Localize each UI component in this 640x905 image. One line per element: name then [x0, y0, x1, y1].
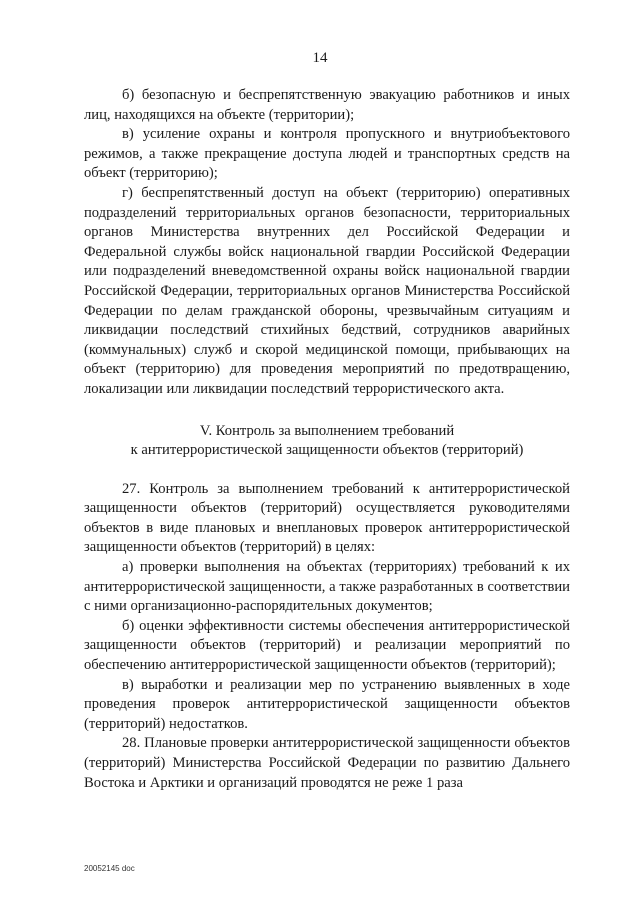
document-body [84, 86, 570, 793]
footer-file-label: 20052145 doc [84, 864, 135, 873]
paragraph-b-evacuation: б) безопасную и беспрепятственную эвакуацию работников и иных лиц, находящихся на объекте (территории); [84, 87, 570, 123]
paragraph-g-access: г) беспрепятственный доступ на объект (территорию) оперативных подразделений территориальных органов безопасности, территориальных органов Министерства внутренних дел Российской Федерации и Федеральной службы войск национальной гвардии Российской Федерации или подразделений вневедомственной охраны войск национальной гвардии Российской Федерации, территориальных органов Министерства Российской Федерации по делам гражданской обороны, чрезвычайным ситуациям и ликвидации последствий стихийных бедствий, сотрудников аварийных (коммунальных) служб и скорой медицинской помощи, прибывающих на объект (территорию) для проведения мероприятий по предотвращению, локализации или ликвидации последствий террористического акта. [84, 184, 570, 397]
paragraph-27-v: в) выработки и реализации мер по устранению выявленных в ходе проведения проверок антитеррористической защищенности объектов (территорий) недостатков. [84, 676, 570, 732]
paragraph-v-security: в) усиление охраны и контроля пропускного и внутриобъектового режимов, а также прекращение доступа людей и транспортных средств на объект (территорию); [84, 126, 570, 182]
section-heading-line-1: V. Контроль за выполнением требований [199, 422, 455, 439]
paragraph-27-b: б) оценки эффективности системы обеспечения антитеррористической защищенности объектов (территорий) и реализации мероприятий по обеспечению антитеррористической защищенности объектов (территорий); [84, 617, 570, 674]
section-heading [84, 422, 570, 461]
section-heading-line-2: к антитеррористической защищенности объектов (территорий) [130, 442, 524, 459]
paragraph-27: 27. Контроль за выполнением требований к антитеррористической защищенности объектов (территорий) осуществляется руководителями объектов в виде плановых и внеплановых проверок антитеррористической защищенности объектов (территорий) в целях: [84, 480, 570, 556]
page-number: 14 [312, 50, 328, 66]
paragraph-27-a: а) проверки выполнения на объектах (территориях) требований к их антитеррористической защищенности, а также разработанных в соответствии с ними организационно-распорядительных документов; [84, 559, 570, 615]
paragraph-28: 28. Плановые проверки антитеррористической защищенности объектов (территорий) Министерства Российской Федерации по развитию Дальнего Востока и Арктики и организаций проводятся не реже 1 раза [84, 735, 570, 791]
